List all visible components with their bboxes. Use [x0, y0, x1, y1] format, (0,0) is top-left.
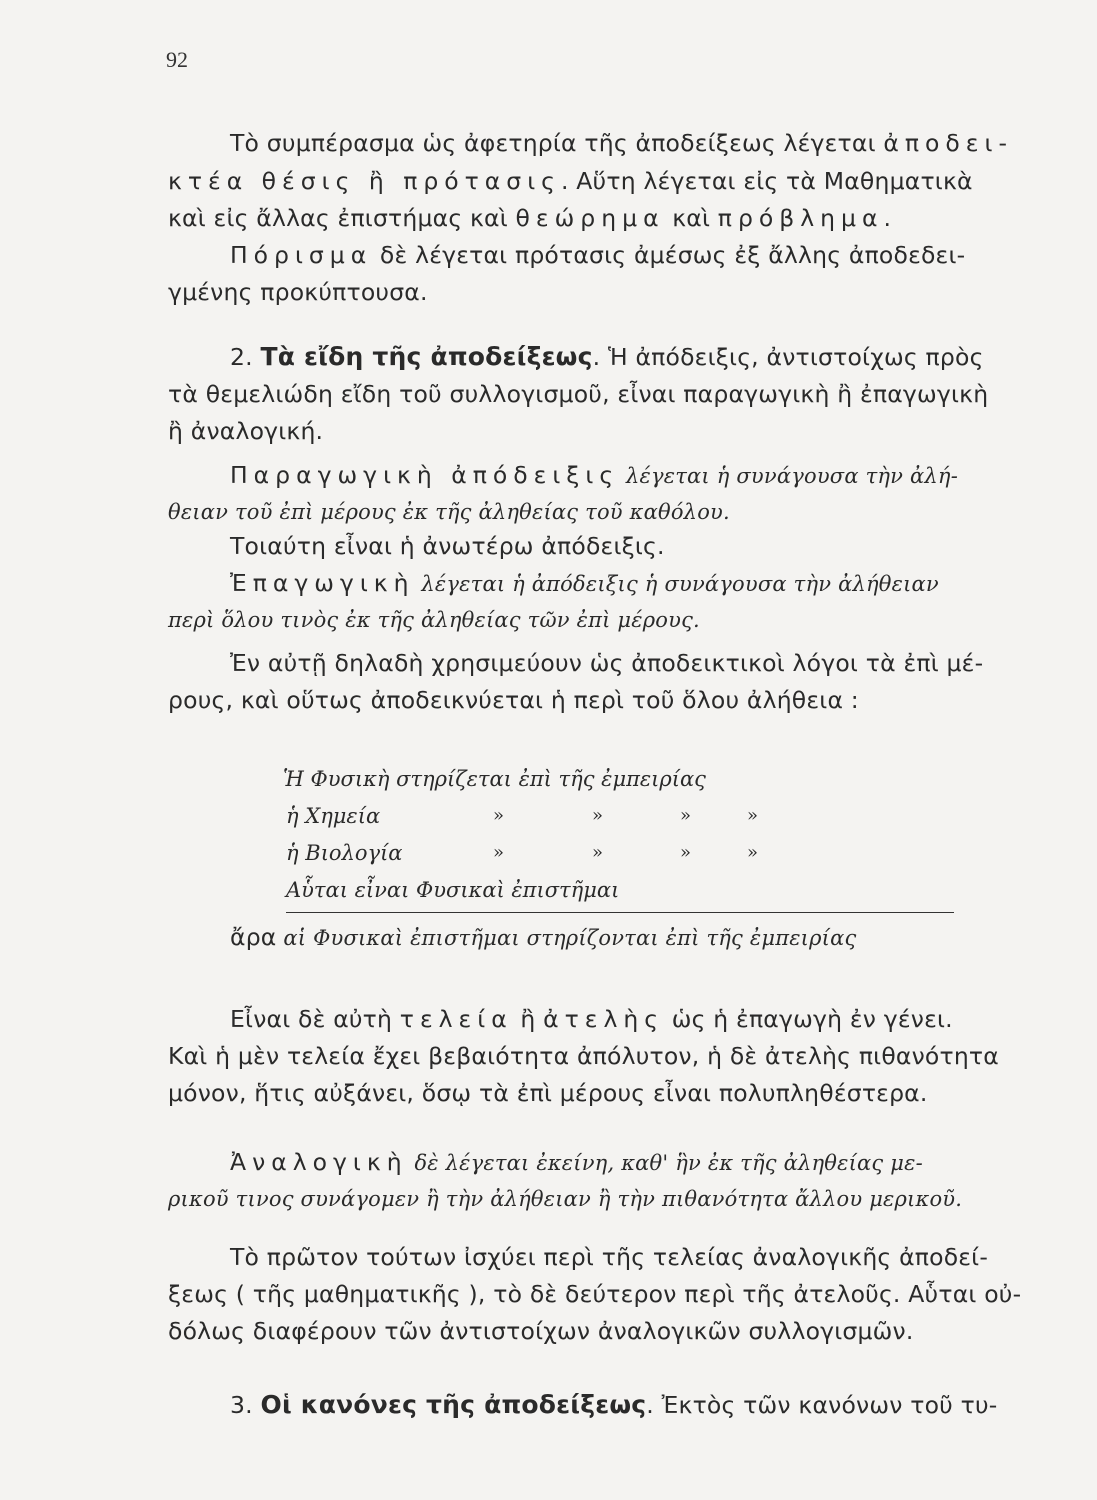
section-heading: Τὰ εἴδη τῆς ἀποδείξεως [260, 342, 593, 371]
text-line: δόλως διαφέρουν τῶν ἀντιστοίχων ἀναλογικῶν συλλογισμῶν. [168, 1317, 914, 1345]
text-line: τὰ θεμελιώδη εἴδη τοῦ συλλογισμοῦ, εἶναι παραγωγικὴ ἢ ἐπαγωγικὴ [168, 380, 989, 408]
ditto-mark: » [592, 805, 604, 826]
syllogism-premise: Ἡ Φυσικὴ στηρίζεται ἐπὶ τῆς ἐμπειρίας [283, 767, 706, 791]
section-heading-line: 2. Τὰ εἴδη τῆς ἀποδείξεως. Ἡ ἀπόδειξις, ἀντιστοίχως πρὸς [230, 342, 984, 371]
ditto-mark: » [680, 842, 692, 863]
text-line: κτέα θέσις ἢ πρότασις. Αὕτη λέγεται εἰς τὰ Μαθηματικὰ [168, 167, 973, 195]
ditto-mark: » [493, 805, 505, 826]
ditto-mark: » [680, 805, 692, 826]
text-line: Ἐπαγωγικὴ λέγεται ἡ ἀπόδειξις ἡ συνάγουσα τὴν ἀλήθειαν [230, 569, 939, 597]
spaced-term: τελεία [399, 1005, 513, 1033]
spaced-term: Ἀναλογικὴ [230, 1148, 408, 1176]
spaced-term: κτέα θέσις ἢ πρότασις [168, 167, 561, 195]
text-line: Τὸ πρῶτον τούτων ἰσχύει περὶ τῆς τελείας ἀναλογικῆς ἀποδεί- [230, 1243, 989, 1271]
text-line: περὶ ὅλου τινὸς ἐκ τῆς ἀληθείας τῶν ἐπὶ μέρους. [168, 608, 700, 632]
syllogism-conclusion: ἄρα αἱ Φυσικαὶ ἐπιστῆμαι στηρίζονται ἐπὶ τῆς ἐμπειρίας [230, 923, 857, 951]
text-line: καὶ εἰς ἄλλας ἐπιστήμας καὶ θεώρημα καὶ πρόβλημα. [168, 204, 892, 232]
text-line: Τὸ συμπέρασμα ὡς ἀφετηρία τῆς ἀποδείξεως λέγεται ἀποδει- [230, 129, 1013, 157]
ditto-mark: » [747, 805, 759, 826]
spaced-term: ἀτελὴς [543, 1005, 665, 1033]
spaced-term: Πόρισμα [230, 241, 373, 269]
text-line: θειαν τοῦ ἐπὶ μέρους ἐκ τῆς ἀληθείας τοῦ καθόλου. [168, 500, 730, 524]
page-number: 92 [166, 47, 188, 72]
syllogism-premise: ἡ Βιολογία [286, 841, 403, 865]
section-heading: Οἱ κανόνες τῆς ἀποδείξεως [260, 1390, 647, 1419]
ditto-mark: » [592, 842, 604, 863]
text-line: Εἶναι δὲ αὐτὴ τελεία ἢ ἀτελὴς ὡς ἡ ἐπαγωγὴ ἐν γένει. [230, 1005, 953, 1033]
text-line: γμένης προκύπτουσα. [168, 278, 428, 306]
spaced-term: θεώρημα [515, 204, 665, 232]
text-line: Τοιαύτη εἶναι ἡ ἀνωτέρω ἀπόδειξις. [230, 532, 665, 560]
section-heading-line: 3. Οἱ κανόνες τῆς ἀποδείξεως. Ἐκτὸς τῶν κανόνων τοῦ τυ- [230, 1390, 998, 1419]
spaced-term: πρόβλημα [717, 204, 884, 232]
ditto-mark: » [747, 842, 759, 863]
text-line: ρικοῦ τινος συνάγομεν ἢ τὴν ἀλήθειαν ἢ τὴν πιθανότητα ἄλλου μερικοῦ. [168, 1187, 963, 1211]
text-line: ξεως ( τῆς μαθηματικῆς ), τὸ δὲ δεύτερον περὶ τῆς ἀτελοῦς. Αὗται οὐ- [168, 1280, 1022, 1308]
text-line: Ἐν αὐτῇ δηλαδὴ χρησιμεύουν ὡς ἀποδεικτικοὶ λόγοι τὰ ἐπὶ μέ- [230, 649, 984, 677]
spaced-term: Παραγωγικὴ ἀπόδειξις [230, 461, 620, 489]
text-line: μόνον, ἥτις αὐξάνει, ὅσῳ τὰ ἐπὶ μέρους εἶναι πολυπληθέστερα. [168, 1079, 928, 1107]
syllogism-premise: ἡ Χημεία [286, 804, 381, 828]
syllogism-premise: Αὗται εἶναι Φυσικαὶ ἐπιστῆμαι [286, 878, 620, 902]
text-line: ἢ ἀναλογική. [168, 417, 324, 445]
text-line: ρους, καὶ οὕτως ἀποδεικνύεται ἡ περὶ τοῦ ὅλου ἀλήθεια : [168, 686, 859, 714]
text-line: Παραγωγικὴ ἀπόδειξις λέγεται ἡ συνάγουσα τὴν ἀλή- [230, 461, 958, 489]
text-line: Πόρισμα δὲ λέγεται πρότασις ἀμέσως ἐξ ἄλλης ἀποδεδει- [230, 241, 966, 269]
spaced-term: ἀποδει- [883, 129, 1013, 157]
ditto-mark: » [493, 842, 505, 863]
syllogism-rule [286, 912, 954, 913]
text-line: Καὶ ἡ μὲν τελεία ἔχει βεβαιότητα ἀπόλυτον, ἡ δὲ ἀτελὴς πιθανότητα [168, 1042, 999, 1070]
text-line: Ἀναλογικὴ δὲ λέγεται ἐκείνη, καθ' ἣν ἐκ τῆς ἀληθείας με- [230, 1148, 923, 1176]
spaced-term: Ἐπαγωγικὴ [230, 569, 415, 597]
